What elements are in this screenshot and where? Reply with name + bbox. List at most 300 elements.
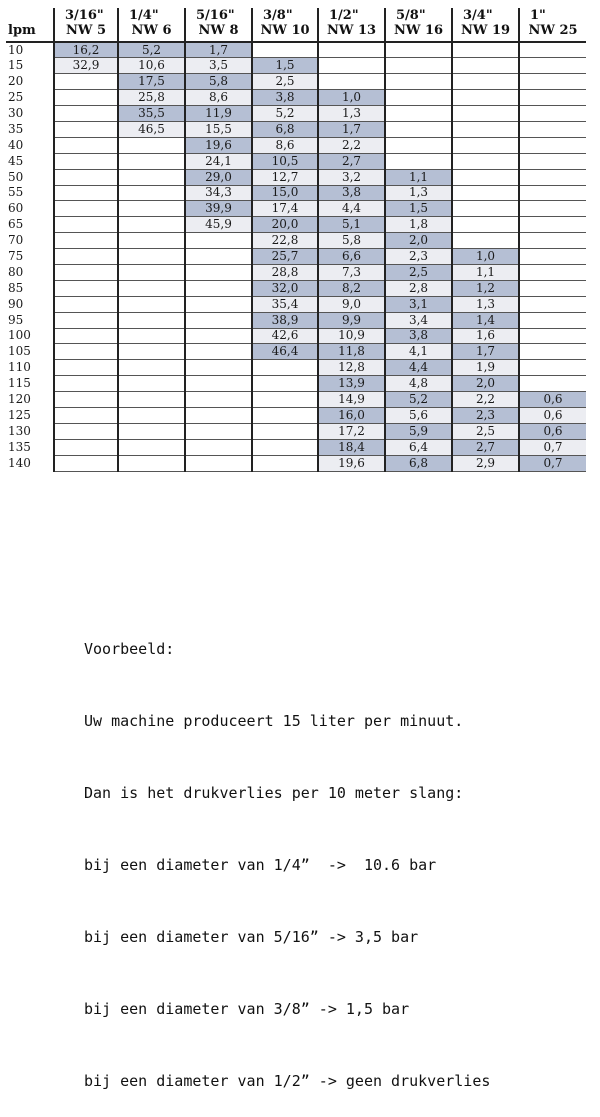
table-cell bbox=[452, 201, 519, 217]
table-cell: 3,8 bbox=[318, 185, 385, 201]
table-cell: 11,8 bbox=[318, 344, 385, 360]
table-cell bbox=[318, 58, 385, 74]
row-lpm-label: 35 bbox=[8, 121, 24, 136]
table-cell bbox=[519, 360, 586, 376]
table-cell: 1,7 bbox=[318, 121, 385, 137]
table-cell: 3,4 bbox=[385, 312, 452, 328]
table-cell: 5,1 bbox=[318, 217, 385, 233]
row-lpm-label: 45 bbox=[8, 153, 24, 168]
table-cell: 45,9 bbox=[185, 217, 252, 233]
table-cell bbox=[452, 137, 519, 153]
header-nw: NW 8 bbox=[198, 23, 239, 38]
table-cell bbox=[118, 392, 185, 408]
table-cell bbox=[54, 201, 118, 217]
header-nw10 bbox=[252, 8, 318, 42]
table-row bbox=[6, 153, 586, 169]
table-cell bbox=[54, 121, 118, 137]
table-cell bbox=[185, 455, 252, 471]
table-cell bbox=[54, 217, 118, 233]
table-cell bbox=[519, 153, 586, 169]
table-cell: 34,3 bbox=[185, 185, 252, 201]
table-cell: 1,1 bbox=[385, 169, 452, 185]
table-row bbox=[6, 185, 586, 201]
table-cell bbox=[118, 360, 185, 376]
table-cell bbox=[118, 407, 185, 423]
table-cell bbox=[54, 185, 118, 201]
table-cell: 4,8 bbox=[385, 376, 452, 392]
header-nw8 bbox=[185, 8, 252, 42]
table-cell bbox=[185, 376, 252, 392]
table-cell: 12,8 bbox=[318, 360, 385, 376]
table-cell bbox=[118, 455, 185, 471]
table-cell bbox=[54, 392, 118, 408]
table-cell: 2,7 bbox=[318, 153, 385, 169]
table-cell bbox=[118, 423, 185, 439]
table-cell: 5,2 bbox=[252, 106, 318, 122]
table-cell: 0,6 bbox=[519, 392, 586, 408]
table-cell bbox=[118, 264, 185, 280]
header-nw: NW 5 bbox=[65, 23, 107, 38]
table-cell bbox=[252, 439, 318, 455]
table-cell bbox=[54, 233, 118, 249]
table-cell: 1,8 bbox=[385, 217, 452, 233]
table-cell bbox=[452, 153, 519, 169]
table-cell bbox=[185, 407, 252, 423]
table-body bbox=[6, 42, 586, 471]
table-cell: 5,8 bbox=[185, 74, 252, 90]
row-lpm-label: 105 bbox=[8, 344, 31, 359]
header-nw5 bbox=[54, 8, 118, 42]
table-cell: 7,3 bbox=[318, 264, 385, 280]
table-cell bbox=[54, 169, 118, 185]
row-lpm-label: 100 bbox=[8, 328, 31, 343]
table-cell bbox=[54, 137, 118, 153]
table-cell: 4,4 bbox=[385, 360, 452, 376]
table-cell: 2,3 bbox=[452, 407, 519, 423]
row-lpm-label: 140 bbox=[8, 455, 31, 470]
table-cell: 5,2 bbox=[118, 42, 185, 58]
table-cell: 42,6 bbox=[252, 328, 318, 344]
table-cell bbox=[452, 74, 519, 90]
table-row bbox=[6, 74, 586, 90]
header-nw: NW 13 bbox=[326, 23, 377, 38]
row-lpm-label: 55 bbox=[8, 185, 24, 200]
table-cell bbox=[519, 328, 586, 344]
table-cell bbox=[252, 360, 318, 376]
table-cell bbox=[54, 344, 118, 360]
table-cell bbox=[118, 439, 185, 455]
table-cell bbox=[452, 42, 519, 58]
table-cell: 11,9 bbox=[185, 106, 252, 122]
table-cell bbox=[118, 137, 185, 153]
table-cell bbox=[385, 90, 452, 106]
row-lpm-label: 130 bbox=[8, 423, 31, 438]
table-cell: 1,0 bbox=[318, 90, 385, 106]
example-line: Dan is het drukverlies per 10 meter slang: bbox=[84, 784, 464, 802]
table-cell bbox=[452, 90, 519, 106]
table-cell bbox=[519, 121, 586, 137]
table-cell: 2,0 bbox=[385, 233, 452, 249]
table-cell bbox=[452, 185, 519, 201]
table-cell bbox=[54, 360, 118, 376]
table-row bbox=[6, 407, 586, 423]
table-cell: 8,6 bbox=[252, 137, 318, 153]
table-cell: 2,5 bbox=[252, 74, 318, 90]
table-cell: 17,5 bbox=[118, 74, 185, 90]
table-cell: 10,5 bbox=[252, 153, 318, 169]
header-nw: NW 25 bbox=[528, 23, 578, 38]
table-cell bbox=[519, 58, 586, 74]
table-row bbox=[6, 312, 586, 328]
table-cell: 35,4 bbox=[252, 296, 318, 312]
table-cell bbox=[185, 328, 252, 344]
table-cell bbox=[252, 423, 318, 439]
table-row bbox=[6, 280, 586, 296]
table-cell: 32,9 bbox=[54, 58, 118, 74]
table-cell bbox=[252, 376, 318, 392]
example-line: bij een diameter van 1/4” -> 10.6 bar bbox=[84, 856, 437, 874]
table-cell: 1,7 bbox=[452, 344, 519, 360]
header-size: 3/8" bbox=[263, 8, 293, 23]
table-row bbox=[6, 455, 586, 471]
table-cell bbox=[54, 376, 118, 392]
row-lpm-label: 85 bbox=[8, 280, 24, 295]
table-cell: 1,0 bbox=[452, 249, 519, 265]
table-cell bbox=[185, 423, 252, 439]
table-cell bbox=[185, 439, 252, 455]
table-cell bbox=[118, 217, 185, 233]
table-cell bbox=[185, 360, 252, 376]
table-cell bbox=[185, 344, 252, 360]
table-cell bbox=[118, 328, 185, 344]
table-cell bbox=[118, 201, 185, 217]
table-cell: 29,0 bbox=[185, 169, 252, 185]
row-lpm-label: 110 bbox=[8, 360, 31, 375]
header-size: 5/8" bbox=[396, 8, 426, 23]
table-cell: 9,0 bbox=[318, 296, 385, 312]
row-lpm-label: 135 bbox=[8, 439, 31, 454]
row-lpm-label: 40 bbox=[8, 137, 24, 152]
table-cell bbox=[519, 233, 586, 249]
table-cell bbox=[185, 280, 252, 296]
header-size: 5/16" bbox=[196, 8, 235, 23]
table-cell bbox=[252, 392, 318, 408]
table-cell bbox=[519, 201, 586, 217]
table-cell: 2,5 bbox=[385, 264, 452, 280]
table-row bbox=[6, 360, 586, 376]
table-cell bbox=[519, 344, 586, 360]
table-cell bbox=[54, 455, 118, 471]
table-cell bbox=[385, 137, 452, 153]
header-nw19 bbox=[452, 8, 519, 42]
header-nw16 bbox=[385, 8, 452, 42]
table-cell bbox=[54, 153, 118, 169]
table-row bbox=[6, 42, 586, 58]
table-cell: 1,3 bbox=[452, 296, 519, 312]
header-nw6 bbox=[118, 8, 185, 42]
table-cell bbox=[519, 264, 586, 280]
table-cell: 0,6 bbox=[519, 407, 586, 423]
row-lpm-label: 70 bbox=[8, 233, 24, 248]
table-cell bbox=[54, 407, 118, 423]
table-cell: 6,6 bbox=[318, 249, 385, 265]
table-cell bbox=[118, 296, 185, 312]
table-cell: 1,7 bbox=[185, 42, 252, 58]
table-cell: 15,0 bbox=[252, 185, 318, 201]
table-cell: 1,4 bbox=[452, 312, 519, 328]
table-cell bbox=[519, 280, 586, 296]
table-cell bbox=[385, 42, 452, 58]
table-cell bbox=[54, 264, 118, 280]
table-cell bbox=[252, 407, 318, 423]
header-size: 3/16" bbox=[65, 8, 104, 23]
table-cell: 1,5 bbox=[385, 201, 452, 217]
table-cell: 2,7 bbox=[452, 439, 519, 455]
table-cell bbox=[185, 233, 252, 249]
table-row bbox=[6, 439, 586, 455]
example-heading: Voorbeeld: bbox=[84, 640, 175, 658]
table-cell: 5,9 bbox=[385, 423, 452, 439]
table-cell bbox=[519, 217, 586, 233]
table-cell: 2,0 bbox=[452, 376, 519, 392]
table-cell: 2,3 bbox=[385, 249, 452, 265]
table-row bbox=[6, 106, 586, 122]
table-cell bbox=[385, 58, 452, 74]
table-cell: 3,8 bbox=[385, 328, 452, 344]
table-cell bbox=[54, 439, 118, 455]
table-cell bbox=[252, 455, 318, 471]
table-cell: 0,7 bbox=[519, 439, 586, 455]
table-cell: 5,6 bbox=[385, 407, 452, 423]
table-cell bbox=[54, 280, 118, 296]
table-row bbox=[6, 264, 586, 280]
table-cell: 0,6 bbox=[519, 423, 586, 439]
table-cell: 39,9 bbox=[185, 201, 252, 217]
table-row bbox=[6, 392, 586, 408]
row-lpm-label: 60 bbox=[8, 201, 24, 216]
table-cell: 17,2 bbox=[318, 423, 385, 439]
header-nw: NW 16 bbox=[393, 23, 444, 38]
row-lpm-label: 25 bbox=[8, 90, 24, 105]
row-lpm-label: 30 bbox=[8, 106, 24, 120]
example-line: Uw machine produceert 15 liter per minuut. bbox=[84, 712, 464, 730]
header-size: 3/4" bbox=[463, 8, 493, 23]
table-cell: 0,7 bbox=[519, 455, 586, 471]
table-cell: 25,8 bbox=[118, 90, 185, 106]
table-cell: 1,3 bbox=[385, 185, 452, 201]
table-cell bbox=[519, 185, 586, 201]
table-cell: 16,0 bbox=[318, 407, 385, 423]
header-size: 1/2" bbox=[329, 8, 359, 23]
table-row bbox=[6, 344, 586, 360]
table-cell: 1,1 bbox=[452, 264, 519, 280]
table-cell: 10,9 bbox=[318, 328, 385, 344]
table-cell bbox=[118, 153, 185, 169]
table-cell bbox=[519, 90, 586, 106]
row-lpm-label: 95 bbox=[8, 312, 24, 327]
table-cell: 17,4 bbox=[252, 201, 318, 217]
header-nw: NW 10 bbox=[260, 23, 310, 38]
table-cell: 9,9 bbox=[318, 312, 385, 328]
table-cell: 1,5 bbox=[252, 58, 318, 74]
table-cell: 18,4 bbox=[318, 439, 385, 455]
example-line: bij een diameter van 3/8” -> 1,5 bar bbox=[84, 1000, 410, 1018]
table-cell: 13,9 bbox=[318, 376, 385, 392]
table-cell bbox=[318, 42, 385, 58]
header-nw25 bbox=[519, 8, 586, 42]
row-lpm-label: 50 bbox=[8, 169, 24, 184]
table-cell bbox=[118, 344, 185, 360]
table-cell: 6,4 bbox=[385, 439, 452, 455]
table-cell: 38,9 bbox=[252, 312, 318, 328]
pressure-loss-table bbox=[6, 8, 586, 472]
table-cell bbox=[452, 58, 519, 74]
table-cell bbox=[452, 233, 519, 249]
table-cell bbox=[185, 296, 252, 312]
table-cell bbox=[118, 280, 185, 296]
table-cell: 46,5 bbox=[118, 121, 185, 137]
table-cell: 22,8 bbox=[252, 233, 318, 249]
table-cell: 2,9 bbox=[452, 455, 519, 471]
header-nw13 bbox=[318, 8, 385, 42]
table-cell bbox=[385, 106, 452, 122]
table-cell: 19,6 bbox=[318, 455, 385, 471]
table-cell: 12,7 bbox=[252, 169, 318, 185]
table-cell: 10,6 bbox=[118, 58, 185, 74]
table-cell: 14,9 bbox=[318, 392, 385, 408]
table-cell bbox=[385, 74, 452, 90]
example-text-block bbox=[84, 589, 490, 1117]
table-cell bbox=[452, 106, 519, 122]
table-cell bbox=[54, 90, 118, 106]
table-cell: 2,8 bbox=[385, 280, 452, 296]
table-cell bbox=[519, 74, 586, 90]
table-cell: 1,2 bbox=[452, 280, 519, 296]
table-row bbox=[6, 137, 586, 153]
table-row bbox=[6, 376, 586, 392]
table-cell bbox=[519, 296, 586, 312]
table-cell bbox=[452, 169, 519, 185]
table-cell bbox=[118, 376, 185, 392]
table-cell: 3,1 bbox=[385, 296, 452, 312]
table-cell bbox=[54, 296, 118, 312]
table-row bbox=[6, 328, 586, 344]
table-row bbox=[6, 201, 586, 217]
table-cell: 28,8 bbox=[252, 264, 318, 280]
table-cell bbox=[118, 185, 185, 201]
table-cell bbox=[252, 42, 318, 58]
table-cell bbox=[519, 106, 586, 122]
table-cell bbox=[185, 392, 252, 408]
table-cell: 2,2 bbox=[318, 137, 385, 153]
table-row bbox=[6, 249, 586, 265]
table-row bbox=[6, 121, 586, 137]
example-line: bij een diameter van 5/16” -> 3,5 bar bbox=[84, 928, 419, 946]
table-cell: 6,8 bbox=[385, 455, 452, 471]
table-cell: 25,7 bbox=[252, 249, 318, 265]
row-lpm-label: 80 bbox=[8, 264, 24, 279]
table-cell bbox=[54, 106, 118, 122]
row-lpm-label: 125 bbox=[8, 407, 31, 422]
row-lpm-label: 120 bbox=[8, 392, 31, 407]
table-cell: 5,2 bbox=[385, 392, 452, 408]
table-cell: 35,5 bbox=[118, 106, 185, 122]
table-row bbox=[6, 296, 586, 312]
table-cell bbox=[118, 233, 185, 249]
table-cell: 5,8 bbox=[318, 233, 385, 249]
table-row bbox=[6, 58, 586, 74]
table-cell: 1,6 bbox=[452, 328, 519, 344]
table-cell bbox=[519, 42, 586, 58]
table-row bbox=[6, 423, 586, 439]
table-cell bbox=[385, 121, 452, 137]
table-cell: 8,2 bbox=[318, 280, 385, 296]
header-nw: NW 6 bbox=[131, 23, 172, 38]
table-header-row bbox=[6, 8, 586, 42]
table-row bbox=[6, 233, 586, 249]
table-cell: 1,9 bbox=[452, 360, 519, 376]
table-cell bbox=[519, 137, 586, 153]
table-cell: 3,8 bbox=[252, 90, 318, 106]
table-cell bbox=[385, 153, 452, 169]
row-lpm-label: 10 bbox=[8, 42, 24, 57]
table-cell: 4,4 bbox=[318, 201, 385, 217]
table-cell: 24,1 bbox=[185, 153, 252, 169]
table-cell: 3,2 bbox=[318, 169, 385, 185]
row-lpm-label: 115 bbox=[8, 376, 31, 391]
table-row bbox=[6, 217, 586, 233]
table-cell bbox=[54, 328, 118, 344]
table-cell: 46,4 bbox=[252, 344, 318, 360]
table-cell bbox=[54, 312, 118, 328]
row-lpm-label: 75 bbox=[8, 249, 24, 264]
table-cell: 3,5 bbox=[185, 58, 252, 74]
header-nw: NW 19 bbox=[460, 23, 511, 38]
table-cell bbox=[519, 312, 586, 328]
table-cell bbox=[452, 121, 519, 137]
table-cell bbox=[519, 376, 586, 392]
table-cell: 1,3 bbox=[318, 106, 385, 122]
table-cell: 19,6 bbox=[185, 137, 252, 153]
table-cell: 6,8 bbox=[252, 121, 318, 137]
table-cell: 4,1 bbox=[385, 344, 452, 360]
table-cell: 8,6 bbox=[185, 90, 252, 106]
table-cell: 2,5 bbox=[452, 423, 519, 439]
table-cell bbox=[318, 74, 385, 90]
table-cell bbox=[54, 423, 118, 439]
table-cell: 15,5 bbox=[185, 121, 252, 137]
table-cell bbox=[185, 264, 252, 280]
table-cell: 2,2 bbox=[452, 392, 519, 408]
header-size: 1/4" bbox=[129, 8, 159, 23]
header-lpm: lpm bbox=[6, 8, 54, 42]
row-lpm-label: 15 bbox=[8, 58, 24, 73]
table-cell bbox=[519, 169, 586, 185]
table-cell: 32,0 bbox=[252, 280, 318, 296]
header-size: 1" bbox=[530, 8, 546, 23]
table-cell bbox=[118, 312, 185, 328]
table-cell bbox=[54, 74, 118, 90]
table-cell bbox=[185, 312, 252, 328]
table-cell: 16,2 bbox=[54, 42, 118, 58]
table-cell bbox=[118, 249, 185, 265]
row-lpm-label: 20 bbox=[8, 74, 24, 89]
row-lpm-label: 90 bbox=[8, 296, 24, 311]
table-row bbox=[6, 169, 586, 185]
table-row bbox=[6, 90, 586, 106]
table-cell bbox=[452, 217, 519, 233]
table-cell bbox=[118, 169, 185, 185]
